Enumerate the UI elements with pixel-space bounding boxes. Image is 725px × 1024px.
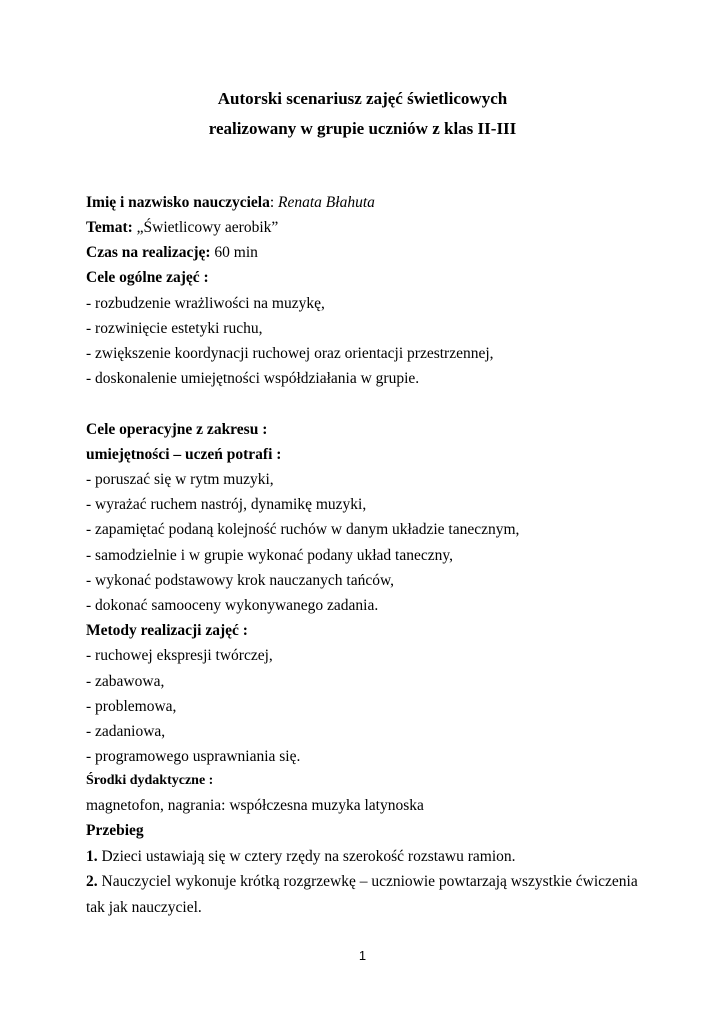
methods-heading: Metody realizacji zajęć : — [86, 622, 248, 639]
method-item: - problemowa, — [86, 698, 177, 715]
method-item: - zabawowa, — [86, 673, 165, 690]
method-item: - programowego usprawniania się. — [86, 748, 301, 765]
course-step-text: Dzieci ustawiają się w cztery rzędy na szerokość rozstawu ramion. — [101, 848, 516, 865]
course-step-text: Nauczyciel wykonuje krótką rozgrzewkę – uczniowie powtarzają wszystkie ćwiczenia tak jak nauczyciel. — [86, 873, 638, 916]
operational-goals-subheading: umiejętności – uczeń potrafi : — [86, 446, 282, 463]
operational-goal-item: - poruszać się w rytm muzyki, — [86, 471, 274, 488]
course-step — [86, 847, 646, 867]
general-goal-item: - doskonalenie umiejętności współdziałania w grupie. — [86, 370, 420, 387]
general-goal-item: - rozwinięcie estetyki ruchu, — [86, 320, 263, 337]
time-value: 60 min — [210, 244, 258, 261]
general-goal-item: - zwiększenie koordynacji ruchowej oraz orientacji przestrzennej, — [86, 345, 494, 362]
page-number: 1 — [358, 948, 367, 963]
operational-goal-item: - zapamiętać podaną kolejność ruchów w danym układzie tanecznym, — [86, 521, 520, 538]
course-heading: Przebieg — [86, 822, 144, 839]
time-line — [86, 243, 646, 263]
operational-goal-item: - samodzielnie i w grupie wykonać podany układ taneczny, — [86, 547, 453, 564]
teacher-line — [86, 193, 646, 213]
time-label: Czas na realizację: — [86, 244, 211, 261]
topic-label: Temat: — [86, 219, 133, 236]
title-line-2: realizowany w grupie uczniów z klas II-III — [208, 119, 517, 138]
general-goal-item: - rozbudzenie wrażliwości na muzykę, — [86, 295, 325, 312]
method-item: - zadaniowa, — [86, 723, 166, 740]
course-step-number: 1. — [86, 848, 102, 865]
topic-value: „Świetlicowy aerobik” — [132, 219, 279, 236]
course-step-number: 2. — [86, 873, 98, 890]
operational-goal-item: - dokonać samooceny wykonywanego zadania. — [86, 597, 379, 614]
course-step — [86, 869, 646, 921]
operational-goal-item: - wykonać podstawowy krok nauczanych tańców, — [86, 572, 395, 589]
operational-goals-heading: Cele operacyjne z zakresu : — [86, 421, 268, 438]
topic-line — [86, 218, 646, 238]
teacher-name: Renata Błahuta — [278, 194, 375, 211]
method-item: - ruchowej ekspresji twórczej, — [86, 647, 273, 664]
materials-text: magnetofon, nagrania: współczesna muzyka latynoska — [86, 797, 424, 814]
teacher-label: Imię i nazwisko nauczyciela — [86, 194, 270, 211]
teacher-separator: : — [269, 194, 279, 211]
title-line-1: Autorski scenariusz zajęć świetlicowych — [217, 89, 508, 108]
operational-goal-item: - wyrażać ruchem nastrój, dynamikę muzyki, — [86, 496, 367, 513]
materials-heading: Środki dydaktyczne : — [86, 773, 214, 788]
general-goals-heading: Cele ogólne zajęć : — [86, 269, 209, 286]
